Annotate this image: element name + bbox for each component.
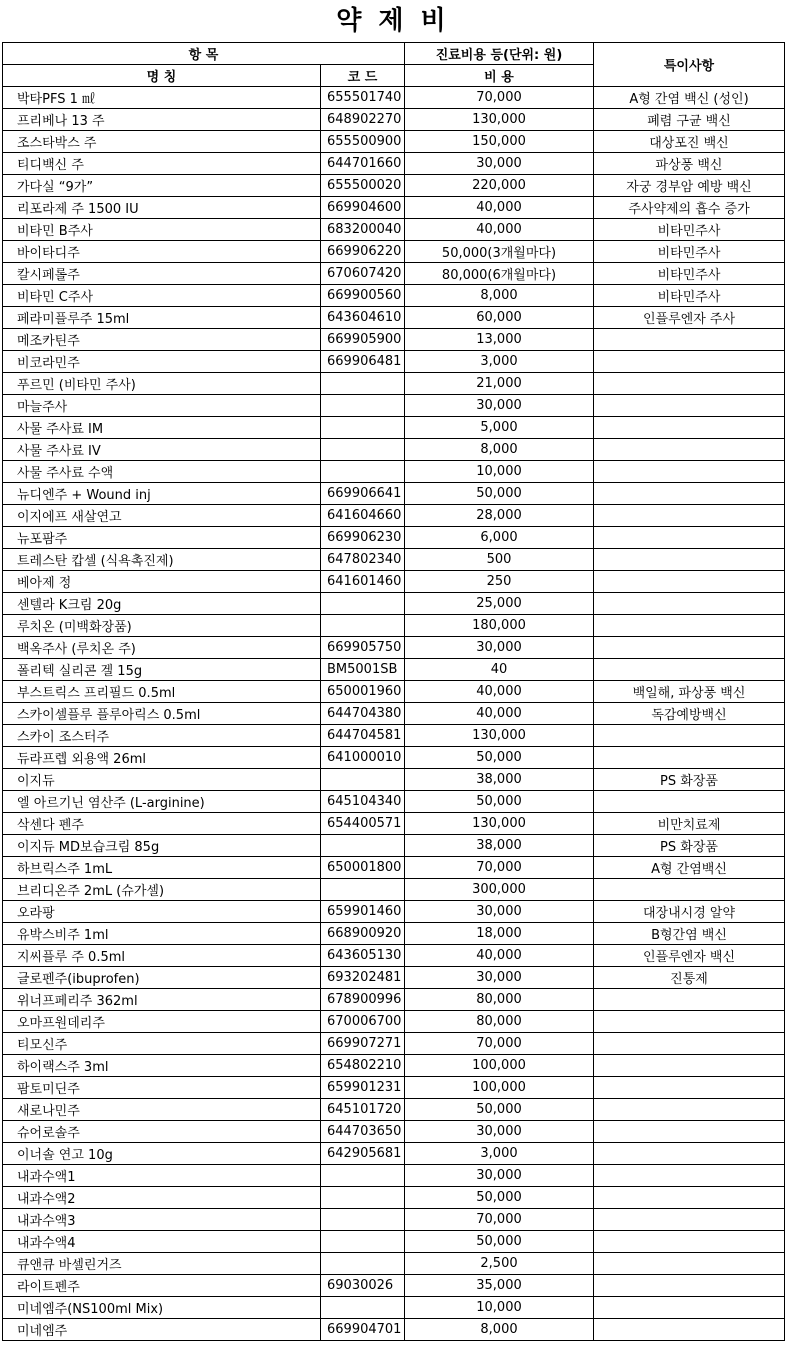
drug-note-cell: PS 화장품 xyxy=(594,769,785,791)
drug-note-cell: 인플루엔자 백신 xyxy=(594,945,785,967)
table-row xyxy=(3,1275,785,1297)
table-row xyxy=(3,439,785,461)
drug-note-cell xyxy=(594,505,785,527)
drug-code-cell xyxy=(321,373,405,395)
table-row xyxy=(3,747,785,769)
drug-note-cell xyxy=(594,1121,785,1143)
drug-code-cell: 641000010 xyxy=(321,747,405,769)
table-row xyxy=(3,923,785,945)
drug-name-cell: 비코라민주 xyxy=(3,351,321,373)
drug-code-cell xyxy=(321,461,405,483)
table-row xyxy=(3,549,785,571)
drug-note-cell xyxy=(594,593,785,615)
drug-code-cell xyxy=(321,615,405,637)
drug-cost-cell: 150,000 xyxy=(405,131,594,153)
drug-name-cell: 내과수액3 xyxy=(3,1209,321,1231)
drug-cost-cell: 70,000 xyxy=(405,857,594,879)
drug-note-cell xyxy=(594,725,785,747)
drug-cost-cell: 130,000 xyxy=(405,725,594,747)
header-notes: 특이사항 xyxy=(594,43,785,87)
drug-note-cell xyxy=(594,351,785,373)
drug-name-cell: 이지듀 xyxy=(3,769,321,791)
drug-code-cell: 659901231 xyxy=(321,1077,405,1099)
drug-cost-cell: 220,000 xyxy=(405,175,594,197)
header-cost: 비 용 xyxy=(405,65,594,87)
table-row xyxy=(3,637,785,659)
drug-name-cell: 브리디온주 2mL (슈가셀) xyxy=(3,879,321,901)
drug-code-cell xyxy=(321,1187,405,1209)
drug-cost-cell: 38,000 xyxy=(405,769,594,791)
drug-code-cell: 669906481 xyxy=(321,351,405,373)
table-row xyxy=(3,593,785,615)
table-row xyxy=(3,219,785,241)
drug-name-cell: 미네엠주 xyxy=(3,1319,321,1341)
drug-cost-cell: 80,000(6개월마다) xyxy=(405,263,594,285)
drug-code-cell: 654400571 xyxy=(321,813,405,835)
drug-cost-cell: 5,000 xyxy=(405,417,594,439)
drug-name-cell: 새로나민주 xyxy=(3,1099,321,1121)
drug-cost-cell: 40,000 xyxy=(405,703,594,725)
drug-name-cell: 프리베나 13 주 xyxy=(3,109,321,131)
drug-note-cell xyxy=(594,1143,785,1165)
drug-code-cell xyxy=(321,1297,405,1319)
drug-code-cell: BM5001SB xyxy=(321,659,405,681)
drug-note-cell: 독감예방백신 xyxy=(594,703,785,725)
drug-name-cell: 이지에프 새살연고 xyxy=(3,505,321,527)
drug-note-cell: 자궁 경부암 예방 백신 xyxy=(594,175,785,197)
drug-note-cell: PS 화장품 xyxy=(594,835,785,857)
drug-cost-cell: 40,000 xyxy=(405,945,594,967)
drug-name-cell: 비타민 C주사 xyxy=(3,285,321,307)
drug-note-cell xyxy=(594,1011,785,1033)
drug-cost-cell: 40 xyxy=(405,659,594,681)
drug-note-cell: 백일해, 파상풍 백신 xyxy=(594,681,785,703)
drug-cost-cell: 180,000 xyxy=(405,615,594,637)
drug-name-cell: 푸르민 (비타민 주사) xyxy=(3,373,321,395)
drug-name-cell: 내과수액2 xyxy=(3,1187,321,1209)
table-row xyxy=(3,175,785,197)
drug-cost-cell: 30,000 xyxy=(405,153,594,175)
table-row xyxy=(3,1319,785,1341)
table-row xyxy=(3,1055,785,1077)
drug-cost-cell: 50,000 xyxy=(405,1099,594,1121)
drug-note-cell xyxy=(594,549,785,571)
drug-cost-cell: 50,000 xyxy=(405,791,594,813)
drug-cost-cell: 30,000 xyxy=(405,901,594,923)
drug-name-cell: 사물 주사료 IM xyxy=(3,417,321,439)
drug-code-cell: 69030026 xyxy=(321,1275,405,1297)
drug-name-cell: 오라팡 xyxy=(3,901,321,923)
drug-code-cell xyxy=(321,439,405,461)
drug-note-cell xyxy=(594,417,785,439)
drug-name-cell: 뉴디엔주 + Wound inj xyxy=(3,483,321,505)
drug-name-cell: 루치온 (미백화장품) xyxy=(3,615,321,637)
drug-cost-cell: 25,000 xyxy=(405,593,594,615)
table-row xyxy=(3,571,785,593)
drug-code-cell: 669906230 xyxy=(321,527,405,549)
drug-note-cell xyxy=(594,461,785,483)
drug-note-cell: 진통제 xyxy=(594,967,785,989)
drug-cost-cell: 28,000 xyxy=(405,505,594,527)
table-row xyxy=(3,703,785,725)
drug-name-cell: 센텔라 K크림 20g xyxy=(3,593,321,615)
drug-code-cell: 650001800 xyxy=(321,857,405,879)
drug-code-cell: 642905681 xyxy=(321,1143,405,1165)
table-row xyxy=(3,1033,785,1055)
drug-cost-cell: 100,000 xyxy=(405,1077,594,1099)
drug-name-cell: 비타민 B주사 xyxy=(3,219,321,241)
drug-name-cell: 사물 주사료 수액 xyxy=(3,461,321,483)
drug-code-cell xyxy=(321,395,405,417)
drug-name-cell: 뉴포팜주 xyxy=(3,527,321,549)
drug-note-cell xyxy=(594,1165,785,1187)
drug-cost-cell: 3,000 xyxy=(405,1143,594,1165)
drug-cost-cell: 30,000 xyxy=(405,1165,594,1187)
drug-fee-table xyxy=(2,42,785,1341)
table-row xyxy=(3,329,785,351)
drug-name-cell: 미네엠주(NS100ml Mix) xyxy=(3,1297,321,1319)
drug-code-cell xyxy=(321,417,405,439)
drug-cost-cell: 40,000 xyxy=(405,197,594,219)
table-row xyxy=(3,967,785,989)
drug-note-cell xyxy=(594,747,785,769)
drug-code-cell: 641604660 xyxy=(321,505,405,527)
drug-code-cell: 644704380 xyxy=(321,703,405,725)
table-row xyxy=(3,791,785,813)
table-row xyxy=(3,813,785,835)
drug-note-cell xyxy=(594,1319,785,1341)
table-row xyxy=(3,945,785,967)
drug-cost-cell: 30,000 xyxy=(405,1121,594,1143)
drug-name-cell: 스카이 조스터주 xyxy=(3,725,321,747)
drug-name-cell: 엘 아르기닌 염산주 (L-arginine) xyxy=(3,791,321,813)
drug-code-cell: 654802210 xyxy=(321,1055,405,1077)
drug-note-cell xyxy=(594,659,785,681)
drug-cost-cell: 80,000 xyxy=(405,989,594,1011)
table-row xyxy=(3,461,785,483)
drug-code-cell: 669904701 xyxy=(321,1319,405,1341)
drug-note-cell xyxy=(594,1231,785,1253)
table-row xyxy=(3,989,785,1011)
drug-note-cell xyxy=(594,1033,785,1055)
drug-cost-cell: 10,000 xyxy=(405,1297,594,1319)
drug-code-cell xyxy=(321,593,405,615)
drug-code-cell: 647802340 xyxy=(321,549,405,571)
table-row xyxy=(3,373,785,395)
drug-note-cell: 비만치료제 xyxy=(594,813,785,835)
header-item-group: 항 목 xyxy=(3,43,405,65)
drug-cost-cell: 130,000 xyxy=(405,109,594,131)
drug-code-cell: 644703650 xyxy=(321,1121,405,1143)
drug-cost-cell: 50,000 xyxy=(405,483,594,505)
drug-code-cell xyxy=(321,1253,405,1275)
drug-name-cell: 사물 주사료 IV xyxy=(3,439,321,461)
table-row xyxy=(3,505,785,527)
drug-note-cell xyxy=(594,615,785,637)
table-row xyxy=(3,879,785,901)
drug-note-cell xyxy=(594,395,785,417)
table-row xyxy=(3,285,785,307)
drug-name-cell: 박타PFS 1 ㎖ xyxy=(3,87,321,109)
table-row xyxy=(3,1231,785,1253)
drug-note-cell xyxy=(594,1077,785,1099)
drug-cost-cell: 70,000 xyxy=(405,1033,594,1055)
drug-code-cell: 669905900 xyxy=(321,329,405,351)
drug-cost-cell: 50,000(3개월마다) xyxy=(405,241,594,263)
drug-code-cell: 669905750 xyxy=(321,637,405,659)
drug-name-cell: 칼시페롤주 xyxy=(3,263,321,285)
drug-code-cell xyxy=(321,769,405,791)
drug-cost-cell: 10,000 xyxy=(405,461,594,483)
drug-name-cell: 내과수액4 xyxy=(3,1231,321,1253)
drug-note-cell: A형 간염백신 xyxy=(594,857,785,879)
drug-code-cell: 669904600 xyxy=(321,197,405,219)
table-row xyxy=(3,153,785,175)
drug-code-cell: 655500900 xyxy=(321,131,405,153)
drug-cost-cell: 50,000 xyxy=(405,1187,594,1209)
drug-name-cell: 팜토미딘주 xyxy=(3,1077,321,1099)
drug-name-cell: 메조카틴주 xyxy=(3,329,321,351)
drug-name-cell: 조스타박스 주 xyxy=(3,131,321,153)
table-row xyxy=(3,417,785,439)
drug-cost-cell: 30,000 xyxy=(405,395,594,417)
drug-code-cell: 644704581 xyxy=(321,725,405,747)
table-row xyxy=(3,857,785,879)
drug-code-cell: 644701660 xyxy=(321,153,405,175)
drug-code-cell xyxy=(321,1209,405,1231)
drug-note-cell: 비타민주사 xyxy=(594,219,785,241)
table-row xyxy=(3,87,785,109)
header-row-1 xyxy=(3,43,785,65)
table-row xyxy=(3,1209,785,1231)
drug-code-cell: 668900920 xyxy=(321,923,405,945)
drug-code-cell xyxy=(321,1231,405,1253)
drug-note-cell xyxy=(594,571,785,593)
drug-cost-cell: 13,000 xyxy=(405,329,594,351)
drug-note-cell xyxy=(594,1297,785,1319)
table-row xyxy=(3,615,785,637)
drug-note-cell xyxy=(594,791,785,813)
drug-code-cell: 643605130 xyxy=(321,945,405,967)
drug-cost-cell: 70,000 xyxy=(405,1209,594,1231)
drug-name-cell: 삭센다 펜주 xyxy=(3,813,321,835)
drug-name-cell: 부스트릭스 프리필드 0.5ml xyxy=(3,681,321,703)
drug-note-cell xyxy=(594,329,785,351)
table-row xyxy=(3,131,785,153)
header-code: 코 드 xyxy=(321,65,405,87)
drug-name-cell: 페라미플루주 15ml xyxy=(3,307,321,329)
drug-cost-cell: 500 xyxy=(405,549,594,571)
drug-cost-cell: 8,000 xyxy=(405,285,594,307)
drug-cost-cell: 80,000 xyxy=(405,1011,594,1033)
table-row xyxy=(3,1099,785,1121)
drug-name-cell: 티디백신 주 xyxy=(3,153,321,175)
drug-code-cell: 650001960 xyxy=(321,681,405,703)
drug-name-cell: 슈어로솔주 xyxy=(3,1121,321,1143)
drug-note-cell: A형 간염 백신 (성인) xyxy=(594,87,785,109)
drug-note-cell xyxy=(594,1099,785,1121)
drug-code-cell: 645101720 xyxy=(321,1099,405,1121)
table-row xyxy=(3,1121,785,1143)
drug-note-cell: 인플루엔자 주사 xyxy=(594,307,785,329)
drug-code-cell: 659901460 xyxy=(321,901,405,923)
table-body xyxy=(3,87,785,1341)
drug-code-cell: 641601460 xyxy=(321,571,405,593)
drug-code-cell: 670607420 xyxy=(321,263,405,285)
table-row xyxy=(3,395,785,417)
drug-cost-cell: 250 xyxy=(405,571,594,593)
drug-note-cell: 주사약제의 흡수 증가 xyxy=(594,197,785,219)
drug-name-cell: 라이트펜주 xyxy=(3,1275,321,1297)
drug-note-cell: 비타민주사 xyxy=(594,241,785,263)
drug-name-cell: 내과수액1 xyxy=(3,1165,321,1187)
table-row xyxy=(3,1253,785,1275)
drug-code-cell: 669906220 xyxy=(321,241,405,263)
drug-cost-cell: 60,000 xyxy=(405,307,594,329)
drug-code-cell: 669900560 xyxy=(321,285,405,307)
drug-name-cell: 리포라제 주 1500 IU xyxy=(3,197,321,219)
drug-name-cell: 글로펜주(ibuprofen) xyxy=(3,967,321,989)
drug-code-cell: 693202481 xyxy=(321,967,405,989)
drug-note-cell: 파상풍 백신 xyxy=(594,153,785,175)
drug-name-cell: 유박스비주 1ml xyxy=(3,923,321,945)
drug-cost-cell: 35,000 xyxy=(405,1275,594,1297)
table-row xyxy=(3,769,785,791)
drug-note-cell xyxy=(594,1275,785,1297)
drug-note-cell: B형간염 백신 xyxy=(594,923,785,945)
drug-code-cell: 645104340 xyxy=(321,791,405,813)
drug-name-cell: 베아제 정 xyxy=(3,571,321,593)
table-row xyxy=(3,1165,785,1187)
drug-name-cell: 스카이셀플루 플루아릭스 0.5ml xyxy=(3,703,321,725)
drug-name-cell: 하이랙스주 3ml xyxy=(3,1055,321,1077)
drug-name-cell: 큐앤큐 바셀린거즈 xyxy=(3,1253,321,1275)
drug-code-cell: 648902270 xyxy=(321,109,405,131)
drug-cost-cell: 30,000 xyxy=(405,967,594,989)
drug-note-cell xyxy=(594,373,785,395)
drug-note-cell xyxy=(594,483,785,505)
drug-note-cell xyxy=(594,1187,785,1209)
drug-cost-cell: 40,000 xyxy=(405,219,594,241)
table-row xyxy=(3,483,785,505)
drug-name-cell: 위너프페리주 362ml xyxy=(3,989,321,1011)
drug-cost-cell: 6,000 xyxy=(405,527,594,549)
drug-note-cell xyxy=(594,527,785,549)
table-row xyxy=(3,1011,785,1033)
drug-name-cell: 티모신주 xyxy=(3,1033,321,1055)
drug-cost-cell: 2,500 xyxy=(405,1253,594,1275)
drug-cost-cell: 18,000 xyxy=(405,923,594,945)
drug-cost-cell: 130,000 xyxy=(405,813,594,835)
drug-note-cell xyxy=(594,1055,785,1077)
drug-cost-cell: 70,000 xyxy=(405,87,594,109)
header-name: 명 칭 xyxy=(3,65,321,87)
table-row xyxy=(3,835,785,857)
drug-code-cell: 643604610 xyxy=(321,307,405,329)
drug-note-cell: 비타민주사 xyxy=(594,285,785,307)
table-row xyxy=(3,263,785,285)
drug-code-cell: 670006700 xyxy=(321,1011,405,1033)
drug-note-cell xyxy=(594,879,785,901)
table-row xyxy=(3,527,785,549)
drug-note-cell xyxy=(594,1253,785,1275)
drug-note-cell xyxy=(594,1209,785,1231)
table-row xyxy=(3,351,785,373)
drug-note-cell: 폐렴 구균 백신 xyxy=(594,109,785,131)
page-title: 약 제 비 xyxy=(336,6,450,36)
drug-cost-cell: 300,000 xyxy=(405,879,594,901)
drug-code-cell: 683200040 xyxy=(321,219,405,241)
drug-cost-cell: 3,000 xyxy=(405,351,594,373)
drug-name-cell: 이너솔 연고 10g xyxy=(3,1143,321,1165)
drug-name-cell: 이지듀 MD보습크림 85g xyxy=(3,835,321,857)
drug-cost-cell: 21,000 xyxy=(405,373,594,395)
drug-name-cell: 오마프원데리주 xyxy=(3,1011,321,1033)
drug-name-cell: 폴리텍 실리콘 겔 15g xyxy=(3,659,321,681)
drug-name-cell: 트레스탄 캅셀 (식욕촉진제) xyxy=(3,549,321,571)
table-row xyxy=(3,725,785,747)
drug-note-cell: 비타민주사 xyxy=(594,263,785,285)
drug-name-cell: 하브릭스주 1mL xyxy=(3,857,321,879)
drug-code-cell: 655501740 xyxy=(321,87,405,109)
drug-name-cell: 백옥주사 (루치온 주) xyxy=(3,637,321,659)
drug-code-cell xyxy=(321,835,405,857)
table-row xyxy=(3,241,785,263)
drug-name-cell: 지씨플루 주 0.5ml xyxy=(3,945,321,967)
drug-cost-cell: 50,000 xyxy=(405,1231,594,1253)
drug-code-cell: 655500020 xyxy=(321,175,405,197)
drug-note-cell xyxy=(594,637,785,659)
drug-code-cell: 678900996 xyxy=(321,989,405,1011)
drug-cost-cell: 38,000 xyxy=(405,835,594,857)
drug-name-cell: 바이타디주 xyxy=(3,241,321,263)
drug-name-cell: 마늘주사 xyxy=(3,395,321,417)
drug-code-cell: 669906641 xyxy=(321,483,405,505)
table-row xyxy=(3,109,785,131)
drug-cost-cell: 40,000 xyxy=(405,681,594,703)
table-row xyxy=(3,197,785,219)
drug-cost-cell: 8,000 xyxy=(405,439,594,461)
table-row xyxy=(3,1187,785,1209)
drug-code-cell: 669907271 xyxy=(321,1033,405,1055)
table-row xyxy=(3,1297,785,1319)
table-row xyxy=(3,1077,785,1099)
table-row xyxy=(3,307,785,329)
table-row xyxy=(3,1143,785,1165)
drug-note-cell: 대상포진 백신 xyxy=(594,131,785,153)
drug-cost-cell: 100,000 xyxy=(405,1055,594,1077)
drug-cost-cell: 8,000 xyxy=(405,1319,594,1341)
drug-cost-cell: 50,000 xyxy=(405,747,594,769)
drug-note-cell xyxy=(594,439,785,461)
drug-name-cell: 듀라프렙 외용액 26ml xyxy=(3,747,321,769)
drug-code-cell xyxy=(321,1165,405,1187)
table-row xyxy=(3,681,785,703)
drug-note-cell xyxy=(594,989,785,1011)
drug-note-cell: 대장내시경 알약 xyxy=(594,901,785,923)
table-row xyxy=(3,659,785,681)
drug-cost-cell: 30,000 xyxy=(405,637,594,659)
table-row xyxy=(3,901,785,923)
drug-code-cell xyxy=(321,879,405,901)
drug-name-cell: 가다실 “9가” xyxy=(3,175,321,197)
header-cost-group: 진료비용 등(단위: 원) xyxy=(405,43,594,65)
